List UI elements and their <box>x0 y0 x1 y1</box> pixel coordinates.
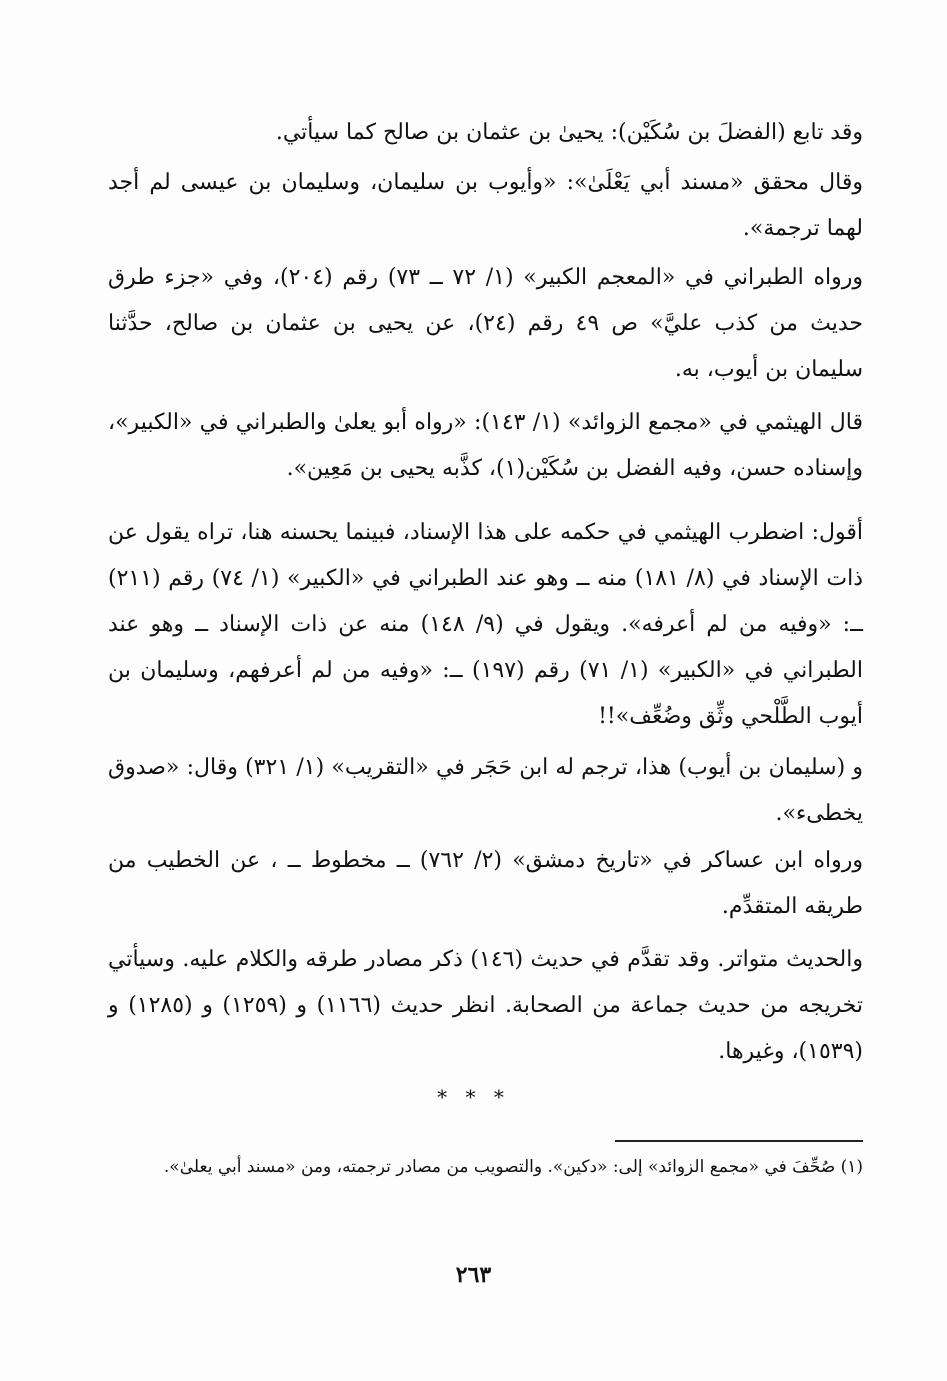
paragraph-8: والحديث متواتر. وقد تقدَّم في حديث (١٤٦) ذكر مصادر طرقه والكلام عليه. وسيأتي تخريجه من حديث جماعة من الصحابة. انظر حديث (١١٦٦) و (١٢٥٩) و (١٢٨٥) و (١٥٣٩)، وغيرها. <box>108 947 863 1064</box>
paragraph-3: ورواه الطبراني في «المعجم الكبير» (١/ ٧٢ ــ ٧٣) رقم (٢٠٤)، وفي «جزء طرق حديث من كذب عليَّ» ص ٤٩ رقم (٢٤)، عن يحيى بن عثمان بن صالح، حدَّثنا سليمان بن أيوب، به. <box>108 265 864 382</box>
section-separator: * * * <box>437 1085 510 1109</box>
paragraph-2: وقال محقق «مسند أبي يَعْلَىٰ»: «وأيوب بن سليمان، وسليمان بن عيسى لم أجد لهما ترجمة». <box>108 170 863 241</box>
paragraph-6: و (سليمان بن أيوب) هذا، ترجم له ابن حَجَر في «التقريب» (١/ ٣٢١) وقال: «صدوق يخطىء». <box>108 755 864 826</box>
footnote: (١) صُحِّفَ في «مجمع الزوائد» إلى: «دكين». والتصويب من مصادر ترجمته، ومن «مسند أبي يعلىٰ». <box>163 1157 863 1177</box>
footnote-divider <box>615 1140 863 1142</box>
page-number: ٢٦٣ <box>455 1262 492 1288</box>
paragraph-5: أقول: اضطرب الهيثمي في حكمه على هذا الإسناد، فبينما يحسنه هنا، تراه يقول عن ذات الإسناد في (٨/ ١٨١) منه ــ وهو عند الطبراني في «الكبير» (١/ ٧٤) رقم (٢١١) ــ: «وفيه من لم أعرفه». ويقول في (٩/ ١٤٨) منه عن ذات الإسناد ــ وهو عند الطبراني في «الكبير» (١/ ٧١) رقم (١٩٧) ــ: «وفيه من لم أعرفهم، وسليمان بن أيوب الطَّلْحي وثِّق وضُعِّف»!! <box>108 520 864 729</box>
paragraph-7: ورواه ابن عساكر في «تاريخ دمشق» (٢/ ٧٦٢) ــ مخطوط ــ ، عن الخطيب من طريقه المتقدِّم. <box>108 848 863 919</box>
paragraph-4: قال الهيثمي في «مجمع الزوائد» (١/ ١٤٣): «رواه أبو يعلىٰ والطبراني في «الكبير»، وإسناده حسن، وفيه الفضل بن سُكَيْن(١)، كذَّبه يحيى بن مَعِين». <box>108 410 863 481</box>
paragraph-1: وقد تابع (الفضلَ بن سُكَيْن): يحيىٰ بن عثمان بن صالح كما سيأتي. <box>275 120 863 145</box>
